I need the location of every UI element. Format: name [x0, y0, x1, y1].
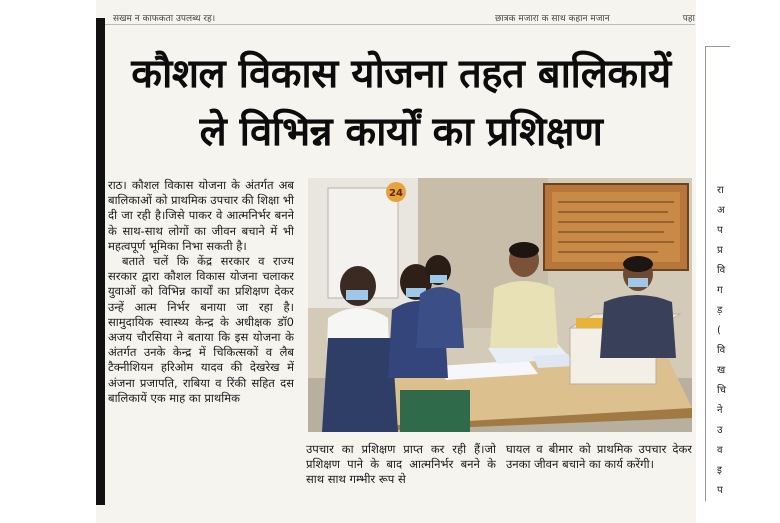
adjacent-article-char: चि	[717, 385, 726, 396]
article-paragraph-2: बताते चलें कि केंद्र सरकार व राज्य सरकार द्वारा कौशल विकास योजना चलाकर युवाओं को विभिन्न कार्यों का प्रशिक्षण देकर उन्हें आत्म निर्भर बनाया जा रहा है। सामुदायिक स्वास्थ्य केन्द्र के अधीक्षक डॉ0 अजय चौरसिया ने बताया कि इस योजना के अंतर्गत उनके केन्द्र में चिकित्सकों व लैब टैक्नीशियन हरिओम यादव की देखरेख में अंजना प्रजापति, राबिया व रिंकी सहित दस बालिकायें एक माह का प्राथमिक	[108, 254, 294, 405]
article-column-1	[108, 178, 294, 498]
adjacent-article-char: अ	[717, 205, 725, 216]
adjacent-article-char: प	[717, 485, 723, 496]
adjacent-article-char: वि	[717, 265, 726, 276]
adjacent-article-char: ख	[717, 365, 726, 376]
adjacent-article-char: इ	[717, 465, 722, 476]
adjacent-article-frame	[705, 46, 730, 501]
strip-left-text: सखम न काफकता उपलब्ध रह।	[113, 14, 216, 24]
adjacent-article-char: प्र	[717, 245, 723, 256]
article-paragraph-1: राठ। कौशल विकास योजना के अंतर्गत अब बालिकाओं को प्राथमिक उपचार की शिक्षा भी दी जा रही है।जिसे पाकर वे आत्मनिर्भर बनने के साथ-साथ लोगों का जीवन बचाने में भी महत्वपूर्ण भूमिका निभा सकती है।	[108, 178, 294, 253]
headline-line-1: कौशल विकास योजना तहत बालिकायें	[131, 51, 671, 97]
adjacent-article-char: वि	[717, 345, 726, 356]
article-column-2-text: उपचार का प्रशिक्षण प्राप्त कर रही हैं।जो प्रशिक्षण पाने के बाद आत्मनिर्भर बनने के साथ साथ गम्भीर रूप से	[306, 442, 496, 487]
adjacent-article-char: ने	[717, 405, 723, 416]
adjacent-article-char: ग	[717, 285, 723, 296]
article-column-2	[306, 442, 496, 502]
headline-line-2: ले विभिन्न कार्यों का प्रशिक्षण	[199, 109, 603, 155]
adjacent-article-char: व	[717, 445, 723, 456]
wall-number: 24	[389, 188, 403, 199]
adjacent-article-char: (	[717, 325, 721, 336]
adjacent-article-char: प	[717, 225, 723, 236]
adjacent-article-char: उ	[717, 425, 723, 436]
article-column-3-text: घायल व बीमार को प्राथमिक उपचार देकर उनका जीवन बचाने का कार्य करेंगी।	[506, 442, 692, 472]
adjacent-article-char: रा	[717, 185, 724, 196]
adjacent-article-cut-text	[717, 181, 729, 501]
previous-article-strip	[105, 8, 695, 25]
article-column-3	[506, 442, 692, 502]
news-photo	[308, 178, 692, 432]
strip-right-text: छात्रक मजारा क साथ कहान मजान	[495, 14, 610, 24]
adjacent-article-char: ड़	[717, 305, 723, 316]
strip-far-right-text: पहा	[682, 14, 695, 24]
left-margin-rule	[96, 18, 105, 505]
